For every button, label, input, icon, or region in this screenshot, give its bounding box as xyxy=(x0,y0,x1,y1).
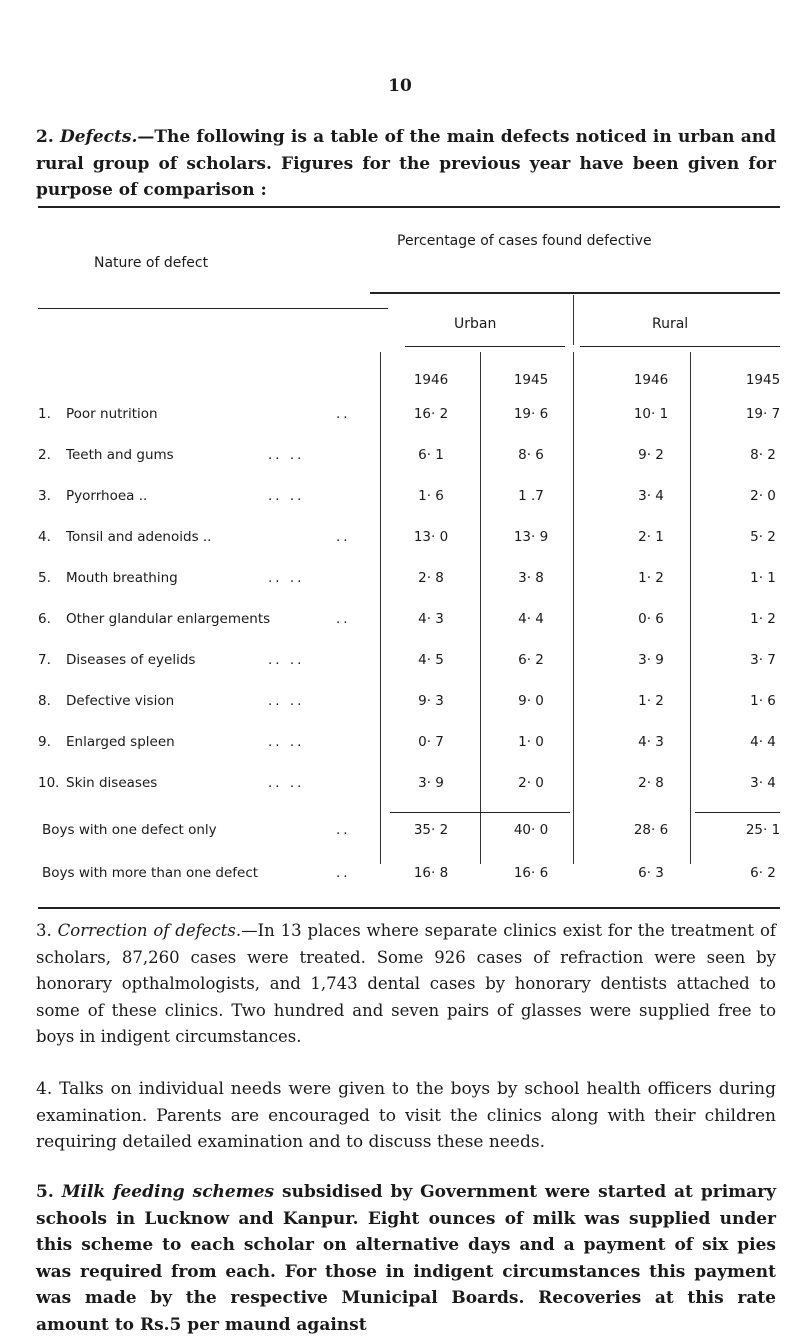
row-leader-dots: .. .. xyxy=(268,693,305,709)
row-defect-name: Defective vision xyxy=(66,693,175,709)
header-nature-of-defect: Nature of defect xyxy=(94,255,209,271)
row-defect-name: Poor nutrition xyxy=(66,406,158,422)
table-row xyxy=(0,529,800,553)
value-urban-1946: 6· 1 xyxy=(418,447,444,463)
row-defect-name: Teeth and gums xyxy=(66,447,174,463)
value-rural-1945: 8· 2 xyxy=(750,447,776,463)
value-urban-1945: 6· 2 xyxy=(518,652,544,668)
value-rural-1946: 1· 2 xyxy=(638,570,664,586)
row-leader-dots: .. xyxy=(336,611,351,627)
header-rule-right xyxy=(370,292,780,294)
summary-label: Boys with more than one defect xyxy=(42,865,259,881)
year-urban-1945: 1945 xyxy=(513,372,549,388)
value-urban-1945: 1· 0 xyxy=(518,734,544,750)
value-urban-1945: 16· 6 xyxy=(513,865,549,881)
value-urban-1945: 40· 0 xyxy=(513,822,549,838)
table-row xyxy=(0,734,800,758)
value-urban-1945: 19· 6 xyxy=(513,406,549,422)
table-row xyxy=(0,652,800,676)
value-urban-1946: 35· 2 xyxy=(413,822,449,838)
header-rule-left xyxy=(38,308,388,309)
row-leader-dots: .. .. xyxy=(268,488,305,504)
header-percentage: Percentage of cases found defective xyxy=(397,233,652,249)
summary-rule-rural xyxy=(695,812,780,813)
value-rural-1946: 28· 6 xyxy=(633,822,669,838)
row-leader-dots: .. .. xyxy=(268,447,305,463)
row-leader-dots: .. .. xyxy=(268,652,305,668)
summary-row xyxy=(0,865,800,889)
urban-subrule xyxy=(405,346,565,347)
value-rural-1946: 0· 6 xyxy=(638,611,664,627)
row-number: 3. xyxy=(38,488,51,504)
row-leader-dots: .. .. xyxy=(268,570,305,586)
section-5-paragraph xyxy=(36,1179,776,1338)
value-rural-1945: 5· 2 xyxy=(750,529,776,545)
value-urban-1946: 4· 5 xyxy=(418,652,444,668)
value-rural-1945: 4· 4 xyxy=(750,734,776,750)
row-number: 8. xyxy=(38,693,51,709)
table-row xyxy=(0,488,800,512)
section-3-text: —In 13 places where separate clinics exist for the treatment of scholars, 87,260 cases were treated. Some 926 cases of refraction were seen by honorary opthalmologists, and 1,743 dental cases by honorary dentists attached to some of these clinics. Two hundred and seven pairs of glasses were supplied free to boys in indigent circumstances. xyxy=(36,921,776,1046)
value-urban-1945: 4· 4 xyxy=(518,611,544,627)
value-rural-1945: 6· 2 xyxy=(750,865,776,881)
section-2-lead: Defects. xyxy=(59,127,138,147)
section-2-number: 2. xyxy=(36,127,54,147)
header-rural: Rural xyxy=(652,316,689,332)
section-4-paragraph: 4. Talks on individual needs were given to the boys by school health officers during examination. Parents are encouraged to visit the clinics along with their children requiring detailed examination and to discuss these needs. xyxy=(36,1079,776,1152)
value-urban-1946: 3· 9 xyxy=(418,775,444,791)
row-number: 1. xyxy=(38,406,51,422)
value-urban-1946: 16· 2 xyxy=(413,406,449,422)
section-5-lead: Milk feeding schemes xyxy=(61,1182,275,1202)
row-defect-name: Enlarged spleen xyxy=(66,734,175,750)
value-rural-1946: 4· 3 xyxy=(638,734,664,750)
value-rural-1946: 9· 2 xyxy=(638,447,664,463)
row-defect-name: Other glandular enlargements xyxy=(66,611,271,627)
section-3-paragraph xyxy=(36,918,776,1051)
table-row xyxy=(0,693,800,717)
row-leader-dots: .. xyxy=(336,406,351,422)
value-urban-1945: 1 .7 xyxy=(518,488,544,504)
summary-label: Boys with one defect only xyxy=(42,822,217,838)
row-number: 5. xyxy=(38,570,51,586)
header-urban: Urban xyxy=(454,316,497,332)
page-number: 10 xyxy=(388,76,412,96)
year-urban-1946: 1946 xyxy=(413,372,449,388)
row-defect-name: Mouth breathing xyxy=(66,570,178,586)
value-urban-1946: 13· 0 xyxy=(413,529,449,545)
row-defect-name: Diseases of eyelids xyxy=(66,652,196,668)
value-rural-1945: 1· 6 xyxy=(750,693,776,709)
row-leader-dots: .. xyxy=(336,865,351,881)
value-rural-1946: 1· 2 xyxy=(638,693,664,709)
value-rural-1946: 3· 4 xyxy=(638,488,664,504)
value-rural-1946: 6· 3 xyxy=(638,865,664,881)
value-rural-1946: 2· 8 xyxy=(638,775,664,791)
value-rural-1946: 3· 9 xyxy=(638,652,664,668)
section-5-number: 5. xyxy=(36,1182,54,1202)
section-3-lead: Correction of defects. xyxy=(57,921,242,940)
value-rural-1945: 2· 0 xyxy=(750,488,776,504)
section-2-text: —The following is a table of the main defects noticed in urban and rural group of scholars. Figures for the previous year have been given for purpose of comparison : xyxy=(36,127,777,200)
value-urban-1946: 16· 8 xyxy=(413,865,449,881)
urban-rural-divider-top xyxy=(573,295,574,345)
table-row xyxy=(0,611,800,635)
value-rural-1945: 1· 2 xyxy=(750,611,776,627)
table-row xyxy=(0,406,800,430)
value-urban-1946: 4· 3 xyxy=(418,611,444,627)
value-rural-1945: 25· 1 xyxy=(745,822,781,838)
row-number: 7. xyxy=(38,652,51,668)
row-number: 6. xyxy=(38,611,51,627)
value-urban-1946: 2· 8 xyxy=(418,570,444,586)
row-number: 2. xyxy=(38,447,51,463)
table-row xyxy=(0,570,800,594)
value-urban-1945: 13· 9 xyxy=(513,529,549,545)
row-leader-dots: .. .. xyxy=(268,734,305,750)
row-leader-dots: .. xyxy=(336,529,351,545)
section-5-text: subsidised by Government were started at primary schools in Lucknow and Kanpur. Eight ounces of milk was supplied under this scheme to each scholar on alternative days and a payment of six pies was required from each. For those in indigent circumstances this payment was made by the respective Municipal Boards. Recoveries at this rate amount to Rs.5 per maund against xyxy=(36,1182,776,1335)
year-rural-1946: 1946 xyxy=(633,372,669,388)
row-number: 10. xyxy=(38,775,60,791)
value-urban-1945: 9· 0 xyxy=(518,693,544,709)
section-2-paragraph xyxy=(36,124,776,204)
value-rural-1945: 3· 7 xyxy=(750,652,776,668)
row-defect-name: Skin diseases xyxy=(66,775,158,791)
value-rural-1945: 3· 4 xyxy=(750,775,776,791)
row-leader-dots: .. .. xyxy=(268,775,305,791)
table-top-rule xyxy=(38,206,780,208)
row-defect-name: Tonsil and adenoids .. xyxy=(66,529,212,545)
section-3-number: 3. xyxy=(36,921,52,940)
value-rural-1945: 1· 1 xyxy=(750,570,776,586)
row-defect-name: Pyorrhoea .. xyxy=(66,488,148,504)
year-rural-1945: 1945 xyxy=(745,372,781,388)
value-rural-1946: 2· 1 xyxy=(638,529,664,545)
value-urban-1945: 3· 8 xyxy=(518,570,544,586)
value-urban-1946: 9· 3 xyxy=(418,693,444,709)
value-urban-1945: 8· 6 xyxy=(518,447,544,463)
row-leader-dots: .. xyxy=(336,822,351,838)
table-row xyxy=(0,447,800,471)
table-bottom-rule xyxy=(38,907,780,909)
value-urban-1945: 2· 0 xyxy=(518,775,544,791)
summary-rule-urban xyxy=(390,812,570,813)
value-urban-1946: 0· 7 xyxy=(418,734,444,750)
summary-row xyxy=(0,822,800,846)
value-rural-1945: 19· 7 xyxy=(745,406,781,422)
value-urban-1946: 1· 6 xyxy=(418,488,444,504)
rural-subrule xyxy=(580,346,780,347)
row-number: 4. xyxy=(38,529,51,545)
table-row xyxy=(0,775,800,799)
value-rural-1946: 10· 1 xyxy=(633,406,669,422)
row-number: 9. xyxy=(38,734,51,750)
